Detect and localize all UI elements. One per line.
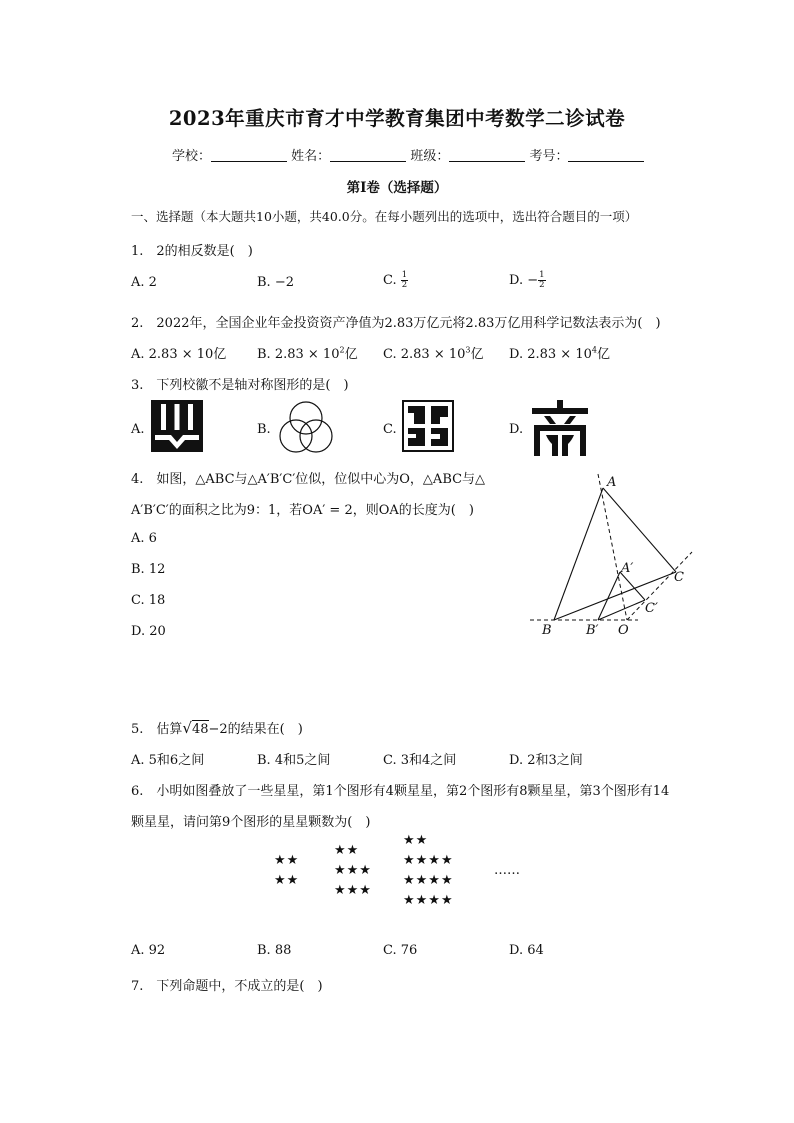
label-b-prime: B′ <box>586 623 599 638</box>
label-a: A <box>607 475 617 490</box>
q6-option-b: B. 88 <box>257 943 292 958</box>
q1-option-a: A. 2 <box>131 275 157 290</box>
q4-option-a: A. 6 <box>131 531 157 546</box>
segment-ab <box>554 488 603 620</box>
name-blank[interactable] <box>330 149 406 162</box>
q2-option-b: B. $2.83 \times 10^2$亿 <box>257 345 358 362</box>
sqrt-icon: √ <box>182 719 192 737</box>
label-c: C <box>674 570 684 585</box>
q5-radicand: 48 <box>191 722 209 737</box>
q1-stem: 1. 2的相反数是( ) <box>131 244 253 259</box>
q6-option-d: D. 64 <box>509 943 544 958</box>
q6-stem-line2: 颗星星，请问第9个图形的星星颗数为( ) <box>131 815 371 830</box>
label-b: B <box>542 623 552 638</box>
q5-stem: 5. 估算√48−2的结果在( ) <box>131 719 303 737</box>
section-heading: 第I卷（选择题） <box>346 180 448 196</box>
q6-stem-line1: 6. 小明如图叠放了一些星星，第1个图形有4颗星星，第2个图形有8颗星星，第3个图形有14 <box>131 784 670 799</box>
q1-option-c-label: C. <box>383 273 397 288</box>
exam-no-blank[interactable] <box>568 149 644 162</box>
exam-title: 2023年重庆市育才中学教育集团中考数学二诊试卷 <box>168 107 626 130</box>
q2-option-c: C. $2.83 \times 10^3$亿 <box>383 345 484 362</box>
q5-option-a: A. 5和6之间 <box>131 753 205 768</box>
q1-option-b: B. −2 <box>257 275 294 290</box>
q3-emblem-b-image <box>275 398 337 456</box>
label-o: O <box>618 623 629 638</box>
q6-option-c: C. 76 <box>383 943 418 958</box>
q2-option-a: A. 2.83 × 10亿 <box>131 347 227 362</box>
q3-emblem-a-image <box>151 400 203 452</box>
exam-no-label: 考号： <box>529 149 569 164</box>
segment-a2b2 <box>598 572 620 620</box>
q6-star-figure-1: ★★ ★★ <box>274 853 300 888</box>
part-one-instructions: 一、选择题（本大题共10小题，共40.0分。在每小题列出的选项中，选出符合题目的一项） <box>131 209 638 224</box>
q4-stem-line1: 4. 如图，△ABC与△A′B′C′位似，位似中心为O，△ABC与△ <box>131 472 486 487</box>
q1-option-d-label: D. − <box>509 273 539 288</box>
q5-option-d: D. 2和3之间 <box>509 753 583 768</box>
q4-similar-triangles-figure <box>520 462 700 642</box>
q6-ellipsis: …… <box>494 863 520 878</box>
q6-star-figure-2: ★★ ★★★ ★★★ <box>334 843 372 898</box>
q3-option-a-label: A. <box>131 422 145 437</box>
class-blank[interactable] <box>449 149 525 162</box>
q4-option-b: B. 12 <box>131 562 166 577</box>
class-label: 班级： <box>410 149 450 164</box>
q4-option-d: D. 20 <box>131 624 166 639</box>
q6-star-figure-3: ★★ ★★★★ ★★★★ ★★★★ <box>403 833 454 908</box>
label-c-prime: C′ <box>645 601 658 616</box>
q5-option-c: C. 3和4之间 <box>383 753 457 768</box>
q2-stem: 2. 2022年，全国企业年金投资资产净值为2.83万亿元将2.83万亿用科学记数法表示为( ) <box>131 316 661 331</box>
segment-b2c2 <box>598 600 645 620</box>
student-info-line <box>172 145 644 164</box>
dashed-line-co <box>627 552 692 620</box>
q1-option-d-fraction: $\frac{1}{2}$ <box>539 270 545 290</box>
school-label: 学校： <box>172 149 212 164</box>
q3-emblem-c-image <box>402 400 454 452</box>
q5-option-b: B. 4和5之间 <box>257 753 331 768</box>
label-a-prime: A′ <box>621 561 634 576</box>
dashed-line-ao <box>598 474 627 620</box>
q3-option-c-label: C. <box>383 422 397 437</box>
q6-option-a: A. 92 <box>131 943 166 958</box>
q1-option-c-fraction: $\frac{1}{2}$ <box>401 270 408 290</box>
q3-emblem-d-image <box>530 400 590 456</box>
q3-option-d-label: D. <box>509 422 524 437</box>
q4-option-c: C. 18 <box>131 593 166 608</box>
segment-ac <box>603 488 676 572</box>
q1-option-c <box>383 271 408 290</box>
q4-stem-line2: A′B′C′的面积之比为9：1，若OA′ = 2，则OA的长度为( ) <box>131 503 474 518</box>
school-blank[interactable] <box>211 149 287 162</box>
name-label: 姓名： <box>291 149 331 164</box>
q3-option-b-label: B. <box>257 422 271 437</box>
q1-option-d <box>509 271 546 290</box>
q7-stem: 7. 下列命题中，不成立的是( ) <box>131 979 323 994</box>
q2-option-d: D. $2.83 \times 10^4$亿 <box>509 345 610 362</box>
q3-stem: 3. 下列校徽不是轴对称图形的是( ) <box>131 378 349 393</box>
